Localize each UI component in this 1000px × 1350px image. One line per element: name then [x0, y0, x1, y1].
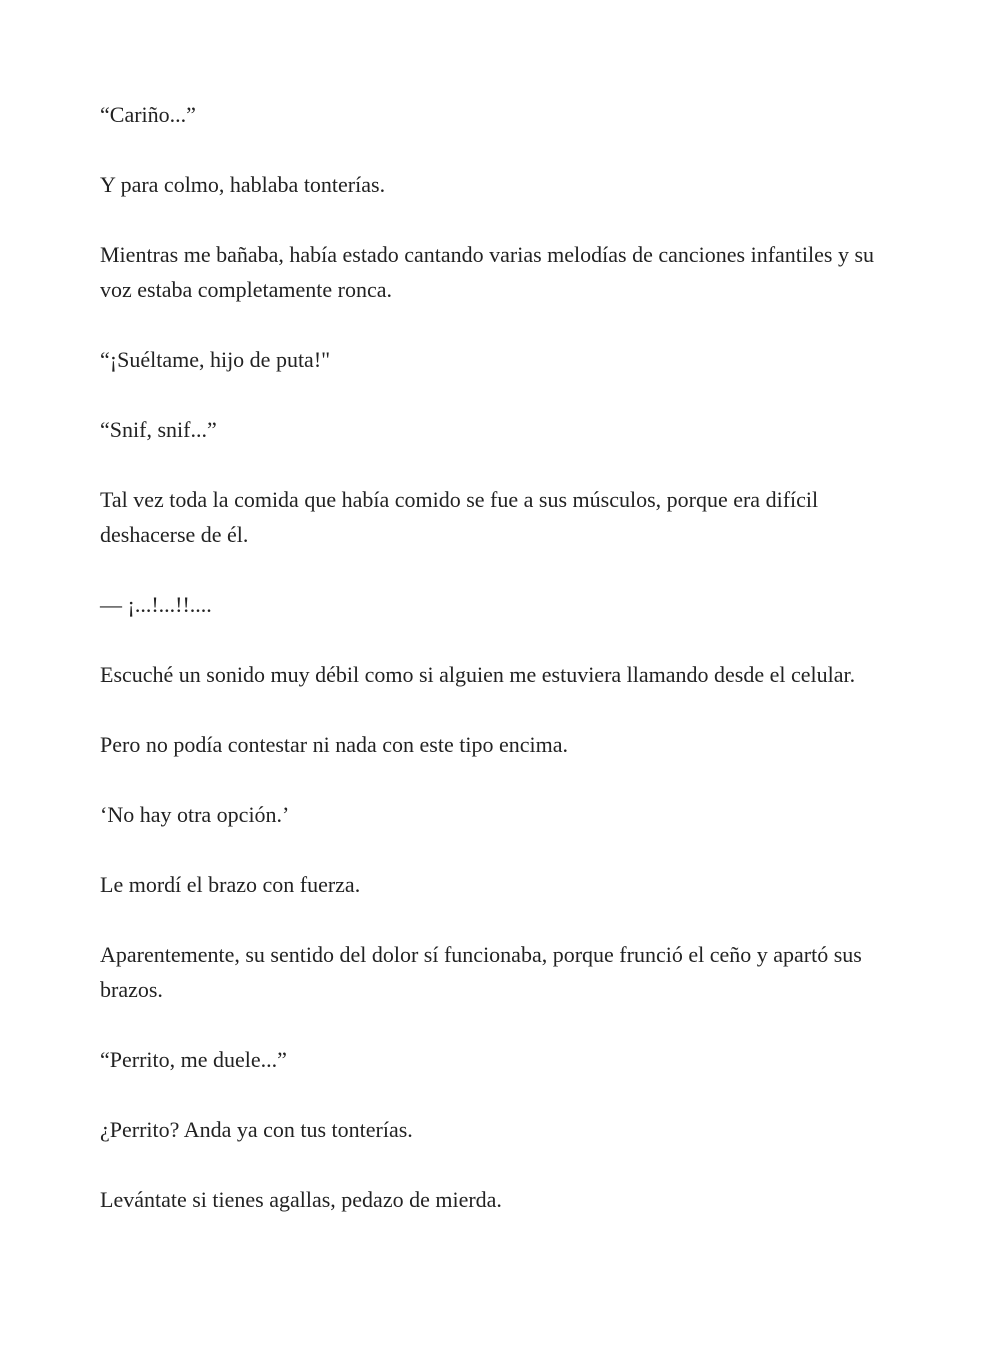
- paragraph: Tal vez toda la comida que había comido se fue a sus músculos, porque era difícil deshacerse de él.: [100, 487, 819, 547]
- paragraph: Le mordí el brazo con fuerza.: [100, 872, 361, 897]
- paragraph: ‘No hay otra opción.’: [100, 802, 290, 827]
- paragraph: ¿Perrito? Anda ya con tus tonterías.: [100, 1117, 413, 1142]
- paragraph: “¡Suéltame, hijo de puta!": [100, 347, 331, 372]
- paragraph: Y para colmo, hablaba tonterías.: [100, 172, 386, 197]
- paragraph: “Perrito, me duele...”: [100, 1047, 287, 1072]
- paragraph: Pero no podía contestar ni nada con este tipo encima.: [100, 732, 568, 757]
- paragraph: “Snif, snif...”: [100, 417, 217, 442]
- paragraph: Mientras me bañaba, había estado cantando varias melodías de canciones infantiles y su voz estaba completamente ronca.: [100, 242, 875, 302]
- paragraph: Aparentemente, su sentido del dolor sí funcionaba, porque frunció el ceño y apartó sus brazos.: [100, 942, 862, 1002]
- paragraph: “Cariño...”: [100, 102, 196, 127]
- document-page: [100, 97, 900, 1252]
- paragraph: — ¡...!...!!....: [100, 592, 212, 617]
- paragraph: Levántate si tienes agallas, pedazo de mierda.: [100, 1187, 502, 1212]
- paragraph: Escuché un sonido muy débil como si alguien me estuviera llamando desde el celular.: [100, 662, 856, 687]
